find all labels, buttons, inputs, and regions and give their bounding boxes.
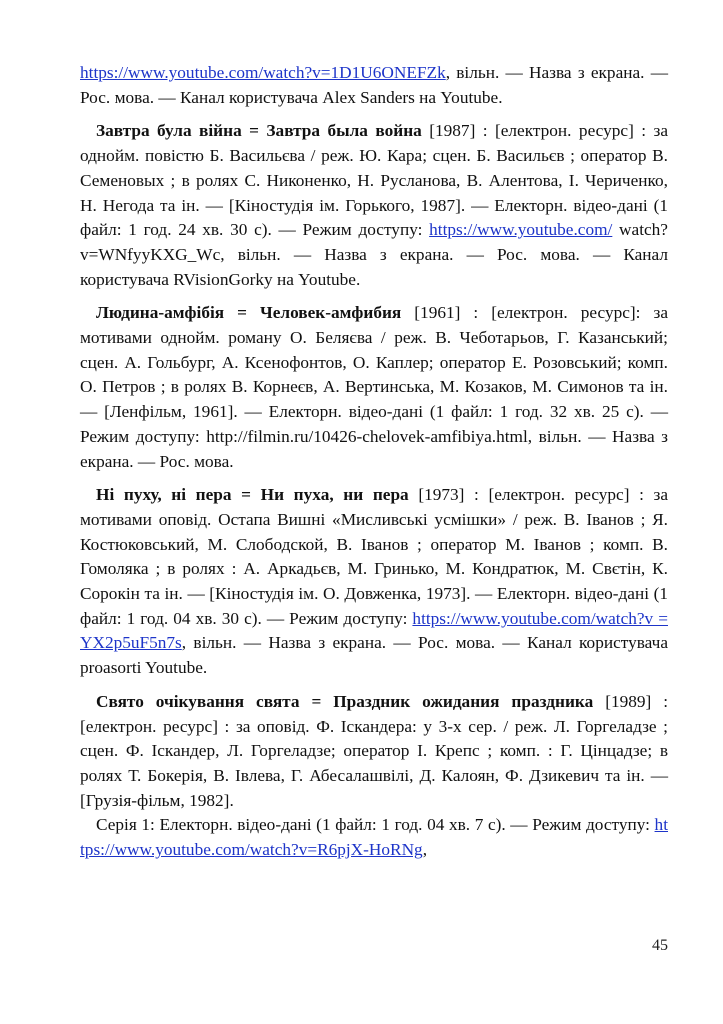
entry-text: [1973] : [електрон. ресурс] : за мотивами оповід. Остапа Вишні «Мисливські усмішки» / реж. В. Іванов ; Я. Костюковський, М. Слободской, В. Іванов ; оператор М. Іванов ; комп. В. Гомоляка ; в ролях : А. Аркадьєв, М. Гринько, М. Кондратюк, М. Свєтін, К. Сорокін та ін. — [Кіностудія ім. О. Довженка, 1973]. — Електорн. відео-дані (1 файл: 1 год. 04 хв. 30 с). — Режим доступу:: [80, 485, 669, 628]
video-link[interactable]: https://www.youtube.com/watch?v=1D1U6ONEFZk: [80, 63, 446, 82]
film-title: Свято очікування свята = Праздник ожидания праздника: [96, 691, 594, 711]
entry-paragraph: [80, 483, 668, 681]
bibliography-entry: [80, 301, 668, 474]
entry-text: [1987] : [електрон. ресурс] : за однойм. повістю Б. Васильєва / реж. Ю. Кара; сцен. Б. Васильєв ; оператор В. Семеновых ; в ролях С. Никоненко, Н. Русланова, В. Алентова, І. Чериченко, Н. Негода та ін. — [Кіностудія ім. Горького, 1987]. — Електорн. відео-дані (1 файл: 1 год. 24 хв. 30 с). — Режим доступу:: [80, 121, 668, 240]
video-link[interactable]: https://www.youtube.com/watch?v=R6pjX-HoRNg: [80, 815, 668, 860]
entry-text: ,: [422, 840, 428, 860]
entry-text: , вільн. — Назва з екрана. — Рос. мова. — Канал користувача proasorti Youtube.: [80, 633, 668, 678]
film-title: Завтра була війна = Завтра была война: [96, 121, 422, 141]
bibliography-entry: [80, 690, 668, 863]
entry-text: Серія 1: Електорн. відео-дані (1 файл: 1 год. 04 хв. 7 с). — Режим доступу:: [96, 815, 655, 835]
entry-text: , вільн. — Назва з екрана. — Рос. мова. — Канал користувача Alex Sanders на Youtube.: [80, 63, 668, 107]
video-link[interactable]: https://www.youtube.com/watch?v =YX2p5uF5n7s: [80, 608, 668, 653]
video-link[interactable]: https://www.youtube.com/: [429, 220, 613, 240]
entry-paragraph: [80, 690, 668, 814]
entry-paragraph: [80, 301, 668, 474]
entry-paragraph: [80, 119, 668, 292]
entry-text: [1961] : [електрон. ресурс]: за мотивами однойм. роману О. Беляєва / реж. В. Чеботарьов, Г. Казанський; сцен. А. Гольбург, А. Ксенофонтов, О. Каплер; оператор Е. Розовський; комп. О. Петров ; в ролях В. Корнеєв, А. Вертинська, М. Козаков, М. Симонов та ін. — [Ленфільм, 1961]. — Електорн. відео-дані (1 файл: 1 год. 32 хв. 25 с). — Режим доступу: http://filmin.ru/10426-chelovek-amfibiya.html, вільн. — Назва з екрана. — Рос. мова.: [80, 303, 668, 471]
film-title: Людина-амфібія = Человек-амфибия: [96, 303, 402, 323]
bibliography-entry: [80, 61, 668, 110]
document-page: [80, 61, 668, 872]
bibliography-entry: [80, 119, 668, 292]
entry-text: [1989] : [електрон. ресурс] : за оповід. Ф. Іскандера: у 3-х сер. / реж. Л. Горгеладзе ; сцен. Ф. Іскандер, Л. Горгеладзе; оператор І. Крепс ; комп. : Г. Цінцадзе; в ролях Т. Бокерія, В. Івлева, Г. Абесалашвілі, Д. Калоян, Ф. Дзикевич та ін. — [Грузія-фільм, 1982].: [80, 691, 669, 810]
entry-continuation-paragraph: [80, 813, 668, 862]
entry-paragraph: [80, 61, 668, 110]
film-title: Ні пуху, ні пера = Ни пуха, ни пера: [96, 485, 409, 505]
entry-text: watch?v=WNfyyKXG_Wc, вільн. — Назва з екрана. — Рос. мова. — Канал користувача RVisionGorky на Youtube.: [80, 220, 668, 289]
page-number: 45: [652, 937, 668, 954]
bibliography-entry: [80, 483, 668, 681]
